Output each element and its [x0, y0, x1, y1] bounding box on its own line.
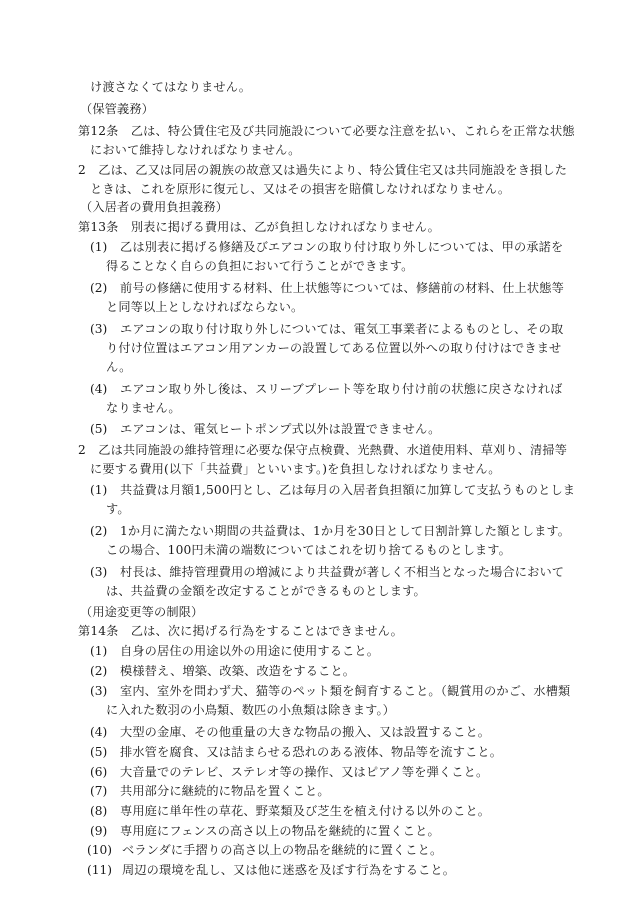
article-13-fee-item-1-line-2: す。: [106, 502, 130, 516]
article-14-item-4-line-1: 大型の金庫、その他重量の大きな物品の搬入、又は設置すること。: [120, 725, 491, 739]
article-14-item-6-number: (6): [90, 765, 108, 779]
article-14-item-5-line-1: 排水管を腐食、又は詰まらせる恐れのある液体、物品等を流すこと。: [120, 745, 503, 759]
article-13-item-3-number: (3): [90, 322, 108, 336]
article-13-item-2-number: (2): [90, 281, 108, 295]
article-14-item-1-number: (1): [90, 644, 108, 658]
article-13-para-1: 第13条 別表に掲げる費用は、乙が負担しなければなりません。: [78, 220, 440, 234]
article-13-heading: （入居者の費用負担義務）: [80, 200, 229, 214]
article-13-para-2-line-2: に要する費用(以下「共益費」といいます。)を負担しなければなりません。: [90, 462, 501, 476]
article-14-item-1-line-1: 自身の居住の用途以外の用途に使用すること。: [120, 644, 380, 658]
article-14-item-10-number: (10): [87, 843, 113, 857]
article-14-item-4-number: (4): [90, 725, 108, 739]
article-13-item-1-line-1: 乙は別表に掲げる修繕及びエアコンの取り付け取り外しについては、甲の承諾を: [120, 240, 564, 254]
article-14-item-8-line-1: 専用庭に単年性の草花、野菜類及び芝生を植え付ける以外のこと。: [120, 804, 491, 818]
article-14-item-9-line-1: 専用庭にフェンスの高さ以上の物品を継続的に置くこと。: [120, 824, 440, 838]
article-13-item-3-line-1: エアコンの取り付け取り外しについては、電気工事業者によるものとし、その取: [120, 322, 564, 336]
article-13-item-5-line-1: エアコンは、電気ヒートポンプ式以外は設置できません。: [120, 422, 441, 436]
article-13-fee-item-1-line-1: 共益費は月額1,500円とし、乙は毎月の入居者負担額に加算して支払うものとしま: [120, 483, 576, 497]
article-12-para-2-line-1: 2 乙は、乙又は同居の親族の故意又は過失により、特公賃住宅又は共同施設をき損した: [78, 163, 568, 177]
article-13-item-5-number: (5): [90, 422, 108, 436]
article-12-heading: （保管義務）: [80, 102, 155, 116]
article-14-item-2-line-1: 模様替え、増築、改築、改造をすること。: [120, 664, 356, 678]
article-13-item-2-line-1: 前号の修繕に使用する材料、仕上状態等については、修繕前の材料、仕上状態等: [120, 281, 564, 295]
article-13-item-2-line-2: と同等以上としなければならない。: [106, 300, 304, 314]
article-14-item-11-line-1: 周辺の環境を乱し、又は他に迷惑を及ぼす行為をすること。: [122, 863, 456, 877]
article-13-item-3-line-2: り付け位置はエアコン用アンカーの設置してある位置以外への取り付けはできませ: [106, 341, 562, 355]
article-13-fee-item-2-line-2: この場合、100円未満の端数についてはこれを切り捨てるものとします。: [106, 543, 511, 557]
article-14-item-10-line-1: ベランダに手摺りの高さ以上の物品を継続的に置くこと。: [122, 843, 443, 857]
article-13-para-2-line-1: 2 乙は共同施設の維持管理に必要な保守点検費、光熱費、水道使用料、草刈り、清掃等: [78, 443, 568, 457]
article-14-item-8-number: (8): [90, 804, 108, 818]
article-14-item-3-line-1: 室内、室外を問わず犬、猫等のペット類を飼育すること。（観賞用のかご、水槽類: [120, 684, 571, 698]
article-13-fee-item-2-number: (2): [90, 524, 108, 538]
article-13-fee-item-3-line-1: 村長は、維持管理費用の増減により共益費が著しく不相当となった場合において: [120, 565, 565, 579]
article-14-item-3-line-2: に入れた数羽の小鳥類、数匹の小魚類は除きます。）: [106, 703, 396, 717]
article-14-heading: （用途変更等の制限）: [80, 605, 204, 619]
article-14-para-1: 第14条 乙は、次に掲げる行為をすることはできません。: [78, 624, 403, 638]
article-13-fee-item-2-line-1: 1か月に満たない期間の共益費は、1か月を30日として日割計算した額とします。: [120, 524, 571, 538]
article-13-item-1-number: (1): [90, 240, 108, 254]
article-14-item-2-number: (2): [90, 664, 108, 678]
article-13-item-4-line-1: エアコン取り外し後は、スリーブプレート等を取り付け前の状態に戻さなければ: [120, 382, 563, 396]
article-13-fee-item-1-number: (1): [90, 483, 108, 497]
article-14-item-3-number: (3): [90, 684, 108, 698]
article-13-item-4-number: (4): [90, 382, 108, 396]
article-13-fee-item-3-line-2: は、共益費の金額を改定することができるものとします。: [106, 584, 426, 598]
article-14-item-6-line-1: 大音量でのテレビ、ステレオ等の操作、又はピアノ等を弾くこと。: [120, 765, 489, 779]
article-12-para-2-line-2: ときは、これを原形に復元し、又はその損害を賠償しなければなりません。: [90, 182, 511, 196]
article-14-item-11-number: (11): [87, 863, 113, 877]
article-14-item-7-number: (7): [90, 784, 108, 798]
article-14-item-9-number: (9): [90, 824, 108, 838]
article-13-fee-item-3-number: (3): [90, 565, 108, 579]
article-12-para-1-line-1: 第12条 乙は、特公賃住宅及び共同施設について必要な注意を払い、これらを正常な状態: [78, 124, 575, 138]
article-12-para-1-line-2: において維持しなければなりません。: [90, 143, 301, 157]
article-13-item-4-line-2: なりません。: [106, 401, 181, 415]
article-13-item-3-line-3: ん。: [106, 360, 132, 374]
article-14-item-7-line-1: 共用部分に継続的に物品を置くこと。: [120, 784, 330, 798]
article-14-item-5-number: (5): [90, 745, 108, 759]
intro-line: け渡さなくてはなりません。: [90, 80, 252, 94]
article-13-item-1-line-2: 得ることなく自らの負担において行うことができます。: [106, 259, 414, 273]
